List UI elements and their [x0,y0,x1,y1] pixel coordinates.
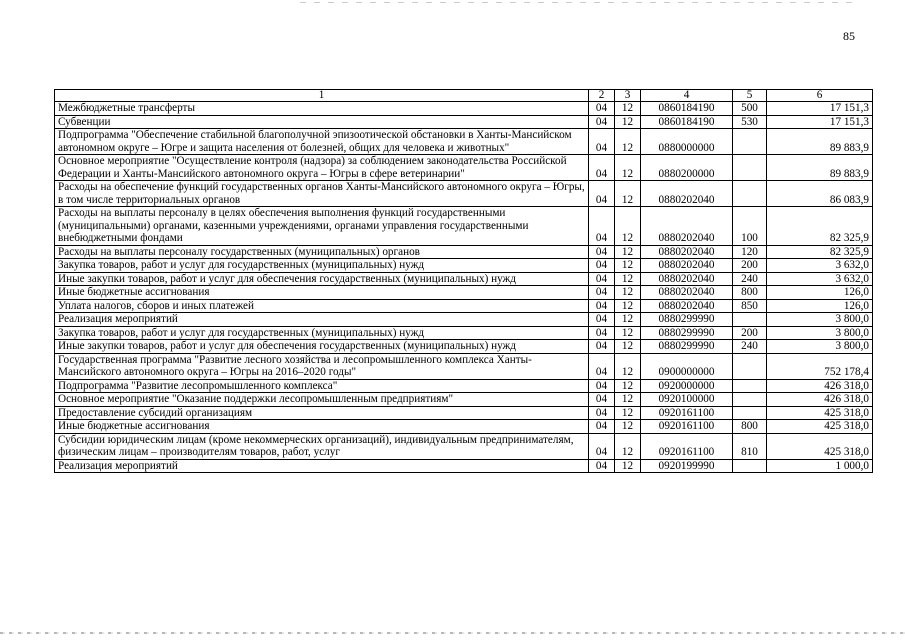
row-amount-cell: 1 000,0 [767,459,873,473]
row-target-code-cell: 0920161100 [641,433,733,459]
header-col-4: 4 [641,90,733,102]
row-name-cell: Расходы на выплаты персоналу в целях обеспечения выполнения функций государственными (муниципальными) органами, казенными учреждениями, органами управления государственными внебюджетными фондами [55,207,589,246]
row-name-cell: Субсидии юридическим лицам (кроме некоммерческих организаций), индивидуальным предпринимателям, физическим лицам – производителям товаров, работ, услуг [55,433,589,459]
table-body [55,102,873,473]
row-name-cell: Реализация мероприятий [55,313,589,327]
row-section-cell: 04 [589,459,615,473]
row-section-cell: 04 [589,299,615,313]
row-subsection-cell: 12 [615,155,641,181]
table-row [55,129,873,155]
row-expense-type-cell: 240 [733,272,767,286]
row-name-cell: Основное мероприятие "Осуществление контроля (надзора) за соблюдением законодательства Российской Федерации и Ханты-Мансийского автономного округа – Югры в сфере ветеринарии" [55,155,589,181]
row-expense-type-cell [733,313,767,327]
table-row [55,420,873,434]
row-amount-cell: 752 178,4 [767,353,873,379]
row-section-cell: 04 [589,420,615,434]
row-amount-cell: 426 318,0 [767,379,873,393]
row-target-code-cell: 0880202040 [641,272,733,286]
row-name-cell: Подпрограмма "Обеспечение стабильной благополучной эпизоотической обстановки в Ханты-Мансийском автономном округе – Югре и защита населения от болезней, общих для человека и животных" [55,129,589,155]
row-subsection-cell: 12 [615,286,641,300]
row-amount-cell: 126,0 [767,299,873,313]
table-row [55,181,873,207]
row-name-cell: Расходы на обеспечение функций государственных органов Ханты-Мансийского автономного округа – Югры, в том числе территориальных органов [55,181,589,207]
row-amount-cell: 425 318,0 [767,433,873,459]
row-subsection-cell: 12 [615,207,641,246]
table-row [55,433,873,459]
row-amount-cell: 3 800,0 [767,313,873,327]
row-amount-cell: 82 325,9 [767,245,873,259]
row-section-cell: 04 [589,245,615,259]
row-expense-type-cell: 500 [733,102,767,116]
table-row [55,155,873,181]
row-amount-cell: 89 883,9 [767,129,873,155]
row-expense-type-cell [733,406,767,420]
row-subsection-cell: 12 [615,420,641,434]
scan-artifact-top [300,2,860,3]
row-amount-cell: 82 325,9 [767,207,873,246]
row-section-cell: 04 [589,433,615,459]
table-row [55,459,873,473]
row-subsection-cell: 12 [615,379,641,393]
table-row [55,406,873,420]
table-row [55,272,873,286]
row-section-cell: 04 [589,326,615,340]
row-section-cell: 04 [589,155,615,181]
row-expense-type-cell: 800 [733,286,767,300]
row-amount-cell: 17 151,3 [767,102,873,116]
row-target-code-cell: 0920000000 [641,379,733,393]
row-target-code-cell: 0880202040 [641,245,733,259]
row-name-cell: Подпрограмма "Развитие лесопромышленного комплекса" [55,379,589,393]
row-section-cell: 04 [589,286,615,300]
row-amount-cell: 425 318,0 [767,420,873,434]
row-target-code-cell: 0860184190 [641,102,733,116]
row-section-cell: 04 [589,340,615,354]
row-target-code-cell: 0920199990 [641,459,733,473]
header-col-6: 6 [767,90,873,102]
header-col-2: 2 [589,90,615,102]
row-name-cell: Иные бюджетные ассигнования [55,420,589,434]
row-name-cell: Предоставление субсидий организациям [55,406,589,420]
row-expense-type-cell [733,129,767,155]
row-name-cell: Субвенции [55,115,589,129]
row-expense-type-cell: 810 [733,433,767,459]
row-amount-cell: 86 083,9 [767,181,873,207]
row-target-code-cell: 0920100000 [641,393,733,407]
row-name-cell: Закупка товаров, работ и услуг для государственных (муниципальных) нужд [55,326,589,340]
row-expense-type-cell: 120 [733,245,767,259]
row-amount-cell: 89 883,9 [767,155,873,181]
row-section-cell: 04 [589,406,615,420]
row-amount-cell: 126,0 [767,286,873,300]
row-target-code-cell: 0880299990 [641,313,733,327]
row-target-code-cell: 0880202040 [641,181,733,207]
table-header-row [55,90,873,102]
row-amount-cell: 3 800,0 [767,326,873,340]
row-expense-type-cell: 800 [733,420,767,434]
table-row [55,379,873,393]
row-subsection-cell: 12 [615,340,641,354]
row-section-cell: 04 [589,393,615,407]
table-row [55,115,873,129]
row-section-cell: 04 [589,115,615,129]
row-expense-type-cell [733,181,767,207]
header-col-1: 1 [55,90,589,102]
row-section-cell: 04 [589,272,615,286]
row-section-cell: 04 [589,207,615,246]
row-target-code-cell: 0920161100 [641,406,733,420]
row-expense-type-cell [733,393,767,407]
row-target-code-cell: 0860184190 [641,115,733,129]
row-expense-type-cell: 200 [733,259,767,273]
row-section-cell: 04 [589,129,615,155]
row-section-cell: 04 [589,259,615,273]
page-number: 85 [843,29,855,43]
row-target-code-cell: 0880202040 [641,286,733,300]
row-name-cell: Реализация мероприятий [55,459,589,473]
row-amount-cell: 3 800,0 [767,340,873,354]
row-name-cell: Иные закупки товаров, работ и услуг для обеспечения государственных (муниципальных) нужд [55,272,589,286]
row-expense-type-cell [733,155,767,181]
row-section-cell: 04 [589,379,615,393]
row-subsection-cell: 12 [615,459,641,473]
row-amount-cell: 425 318,0 [767,406,873,420]
row-subsection-cell: 12 [615,353,641,379]
row-subsection-cell: 12 [615,433,641,459]
row-amount-cell: 17 151,3 [767,115,873,129]
row-expense-type-cell: 100 [733,207,767,246]
table-row [55,353,873,379]
row-target-code-cell: 0880299990 [641,340,733,354]
row-target-code-cell: 0880299990 [641,326,733,340]
row-section-cell: 04 [589,181,615,207]
scan-artifact-bottom [0,632,905,634]
table-row [55,313,873,327]
row-expense-type-cell: 200 [733,326,767,340]
row-expense-type-cell [733,379,767,393]
row-amount-cell: 426 318,0 [767,393,873,407]
row-subsection-cell: 12 [615,129,641,155]
table-row [55,393,873,407]
row-amount-cell: 3 632,0 [767,259,873,273]
row-target-code-cell: 0880202040 [641,299,733,313]
row-amount-cell: 3 632,0 [767,272,873,286]
row-name-cell: Закупка товаров, работ и услуг для государственных (муниципальных) нужд [55,259,589,273]
row-name-cell: Иные закупки товаров, работ и услуг для обеспечения государственных (муниципальных) нужд [55,340,589,354]
budget-table [54,89,873,473]
table-row [55,259,873,273]
table-row [55,340,873,354]
row-subsection-cell: 12 [615,181,641,207]
row-name-cell: Иные бюджетные ассигнования [55,286,589,300]
row-target-code-cell: 0920161100 [641,420,733,434]
row-expense-type-cell: 240 [733,340,767,354]
row-subsection-cell: 12 [615,299,641,313]
row-section-cell: 04 [589,102,615,116]
row-subsection-cell: 12 [615,406,641,420]
table-row [55,102,873,116]
table-row [55,299,873,313]
row-target-code-cell: 0880202040 [641,207,733,246]
row-subsection-cell: 12 [615,245,641,259]
row-section-cell: 04 [589,313,615,327]
row-expense-type-cell: 850 [733,299,767,313]
row-target-code-cell: 0880000000 [641,129,733,155]
row-name-cell: Расходы на выплаты персоналу государственных (муниципальных) органов [55,245,589,259]
row-target-code-cell: 0880200000 [641,155,733,181]
row-name-cell: Основное мероприятие "Оказание поддержки лесопромышленным предприятиям" [55,393,589,407]
row-subsection-cell: 12 [615,326,641,340]
row-target-code-cell: 0880202040 [641,259,733,273]
row-subsection-cell: 12 [615,102,641,116]
header-col-3: 3 [615,90,641,102]
row-subsection-cell: 12 [615,313,641,327]
row-expense-type-cell [733,459,767,473]
table-row [55,245,873,259]
row-subsection-cell: 12 [615,115,641,129]
row-expense-type-cell: 530 [733,115,767,129]
table-row [55,326,873,340]
row-target-code-cell: 0900000000 [641,353,733,379]
row-name-cell: Государственная программа "Развитие лесного хозяйства и лесопромышленного комплекса Ханты-Мансийского автономного округа – Югры на 2016–2020 годы" [55,353,589,379]
row-name-cell: Межбюджетные трансферты [55,102,589,116]
row-subsection-cell: 12 [615,259,641,273]
row-expense-type-cell [733,353,767,379]
row-subsection-cell: 12 [615,272,641,286]
row-subsection-cell: 12 [615,393,641,407]
row-name-cell: Уплата налогов, сборов и иных платежей [55,299,589,313]
row-section-cell: 04 [589,353,615,379]
table-row [55,207,873,246]
header-col-5: 5 [733,90,767,102]
table-row [55,286,873,300]
